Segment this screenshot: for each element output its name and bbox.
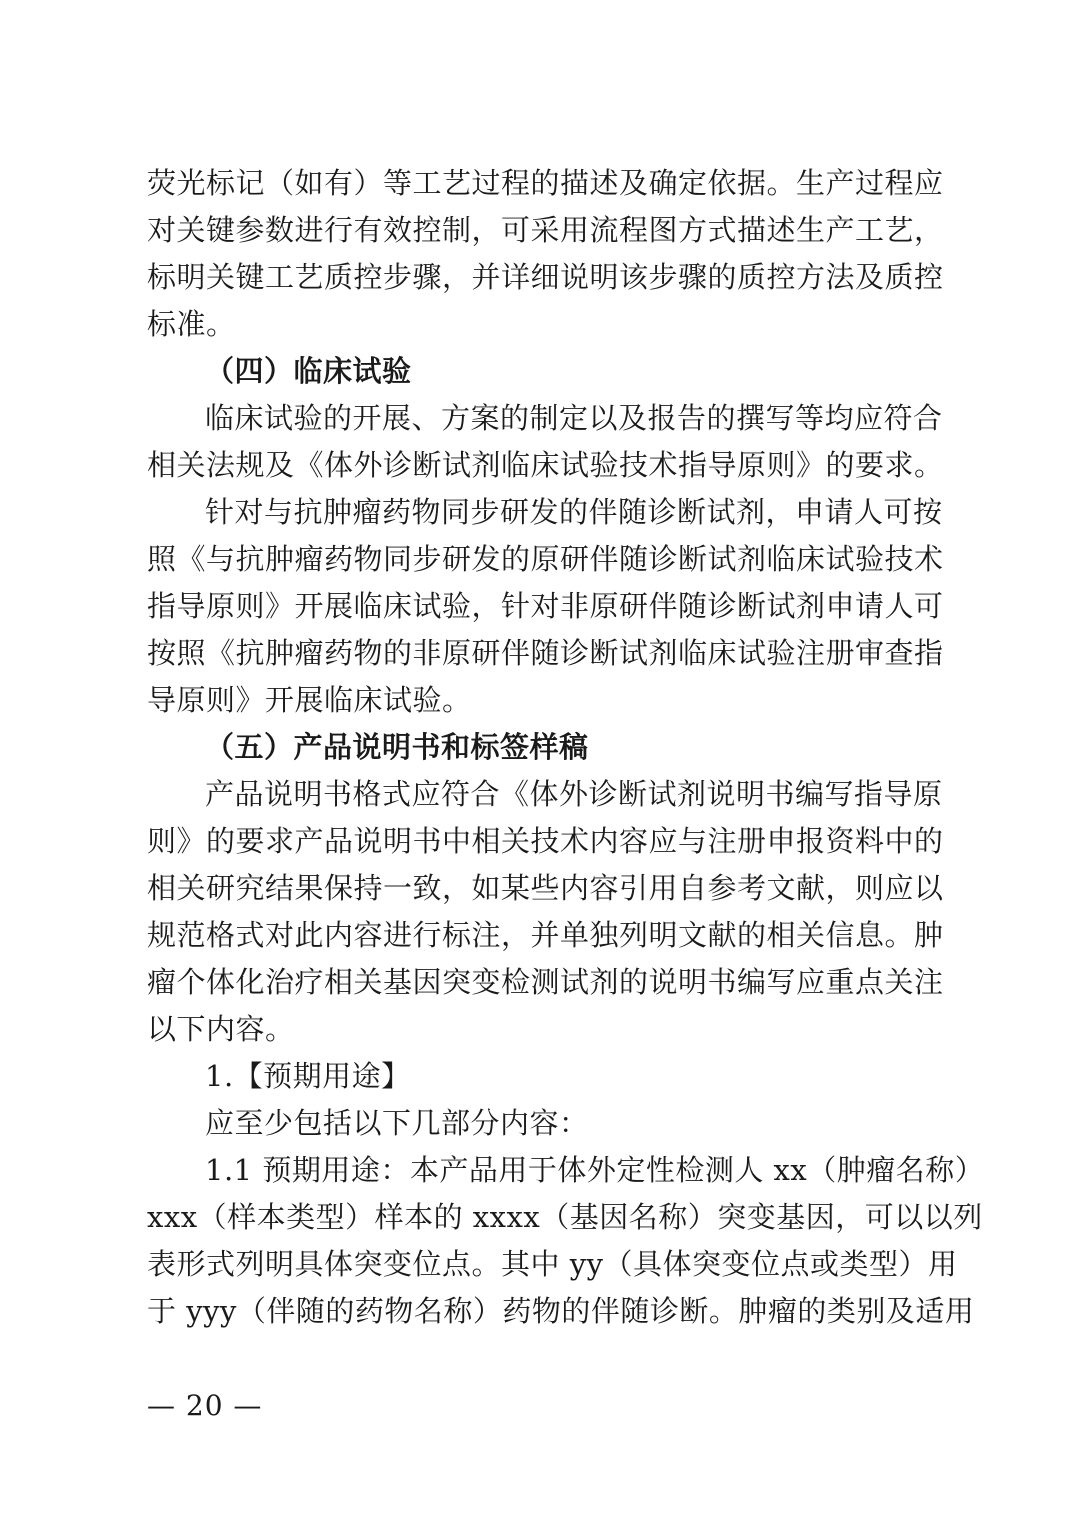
body-text-line: 针对与抗肿瘤药物同步研发的伴随诊断试剂，申请人可按 [205, 495, 943, 529]
section-heading-clinical-trial: （四）临床试验 [205, 354, 412, 388]
body-text-line: 对关键参数进行有效控制，可采用流程图方式描述生产工艺， [147, 213, 944, 247]
subsection-heading-intended-use: 1.【预期用途】 [205, 1059, 411, 1093]
page-number: — 20 — [147, 1389, 263, 1422]
body-text-line: 于 yyy（伴随的药物名称）药物的伴随诊断。肿瘤的类别及适用 [147, 1294, 975, 1328]
section-heading-instructions-labels: （五）产品说明书和标签样稿 [205, 730, 589, 764]
body-text-line: 表形式列明具体突变位点。其中 yy（具体突变位点或类型）用 [147, 1247, 958, 1281]
body-text-line: 导原则》开展临床试验。 [147, 683, 472, 717]
body-text-line: 应至少包括以下几部分内容： [205, 1106, 589, 1140]
body-text-line: 1.1 预期用途：本产品用于体外定性检测人 xx（肿瘤名称） [205, 1153, 985, 1187]
body-text-line: 按照《抗肿瘤药物的非原研伴随诊断试剂临床试验注册审查指 [147, 636, 944, 670]
body-text-line: 以下内容。 [147, 1012, 295, 1046]
body-text-line: 瘤个体化治疗相关基因突变检测试剂的说明书编写应重点关注 [147, 965, 944, 999]
body-text-line: 产品说明书格式应符合《体外诊断试剂说明书编写指导原 [205, 777, 943, 811]
body-text-line: 相关研究结果保持一致，如某些内容引用自参考文献，则应以 [147, 871, 944, 905]
body-text-line: 临床试验的开展、方案的制定以及报告的撰写等均应符合 [205, 401, 943, 435]
body-text-line: 相关法规及《体外诊断试剂临床试验技术指导原则》的要求。 [147, 448, 944, 482]
body-text-line: 指导原则》开展临床试验，针对非原研伴随诊断试剂申请人可 [147, 589, 944, 623]
body-text-line: 荧光标记（如有）等工艺过程的描述及确定依据。生产过程应 [147, 166, 944, 200]
body-text-line: 规范格式对此内容进行标注，并单独列明文献的相关信息。肿 [147, 918, 944, 952]
body-text-line: 标准。 [147, 307, 236, 341]
body-text-line: xxx（样本类型）样本的 xxxx（基因名称）突变基因，可以以列 [147, 1200, 983, 1234]
body-text-line: 则》的要求产品说明书中相关技术内容应与注册申报资料中的 [147, 824, 944, 858]
body-text-line: 照《与抗肿瘤药物同步研发的原研伴随诊断试剂临床试验技术 [147, 542, 944, 576]
body-text-line: 标明关键工艺质控步骤，并详细说明该步骤的质控方法及质控 [147, 260, 944, 294]
